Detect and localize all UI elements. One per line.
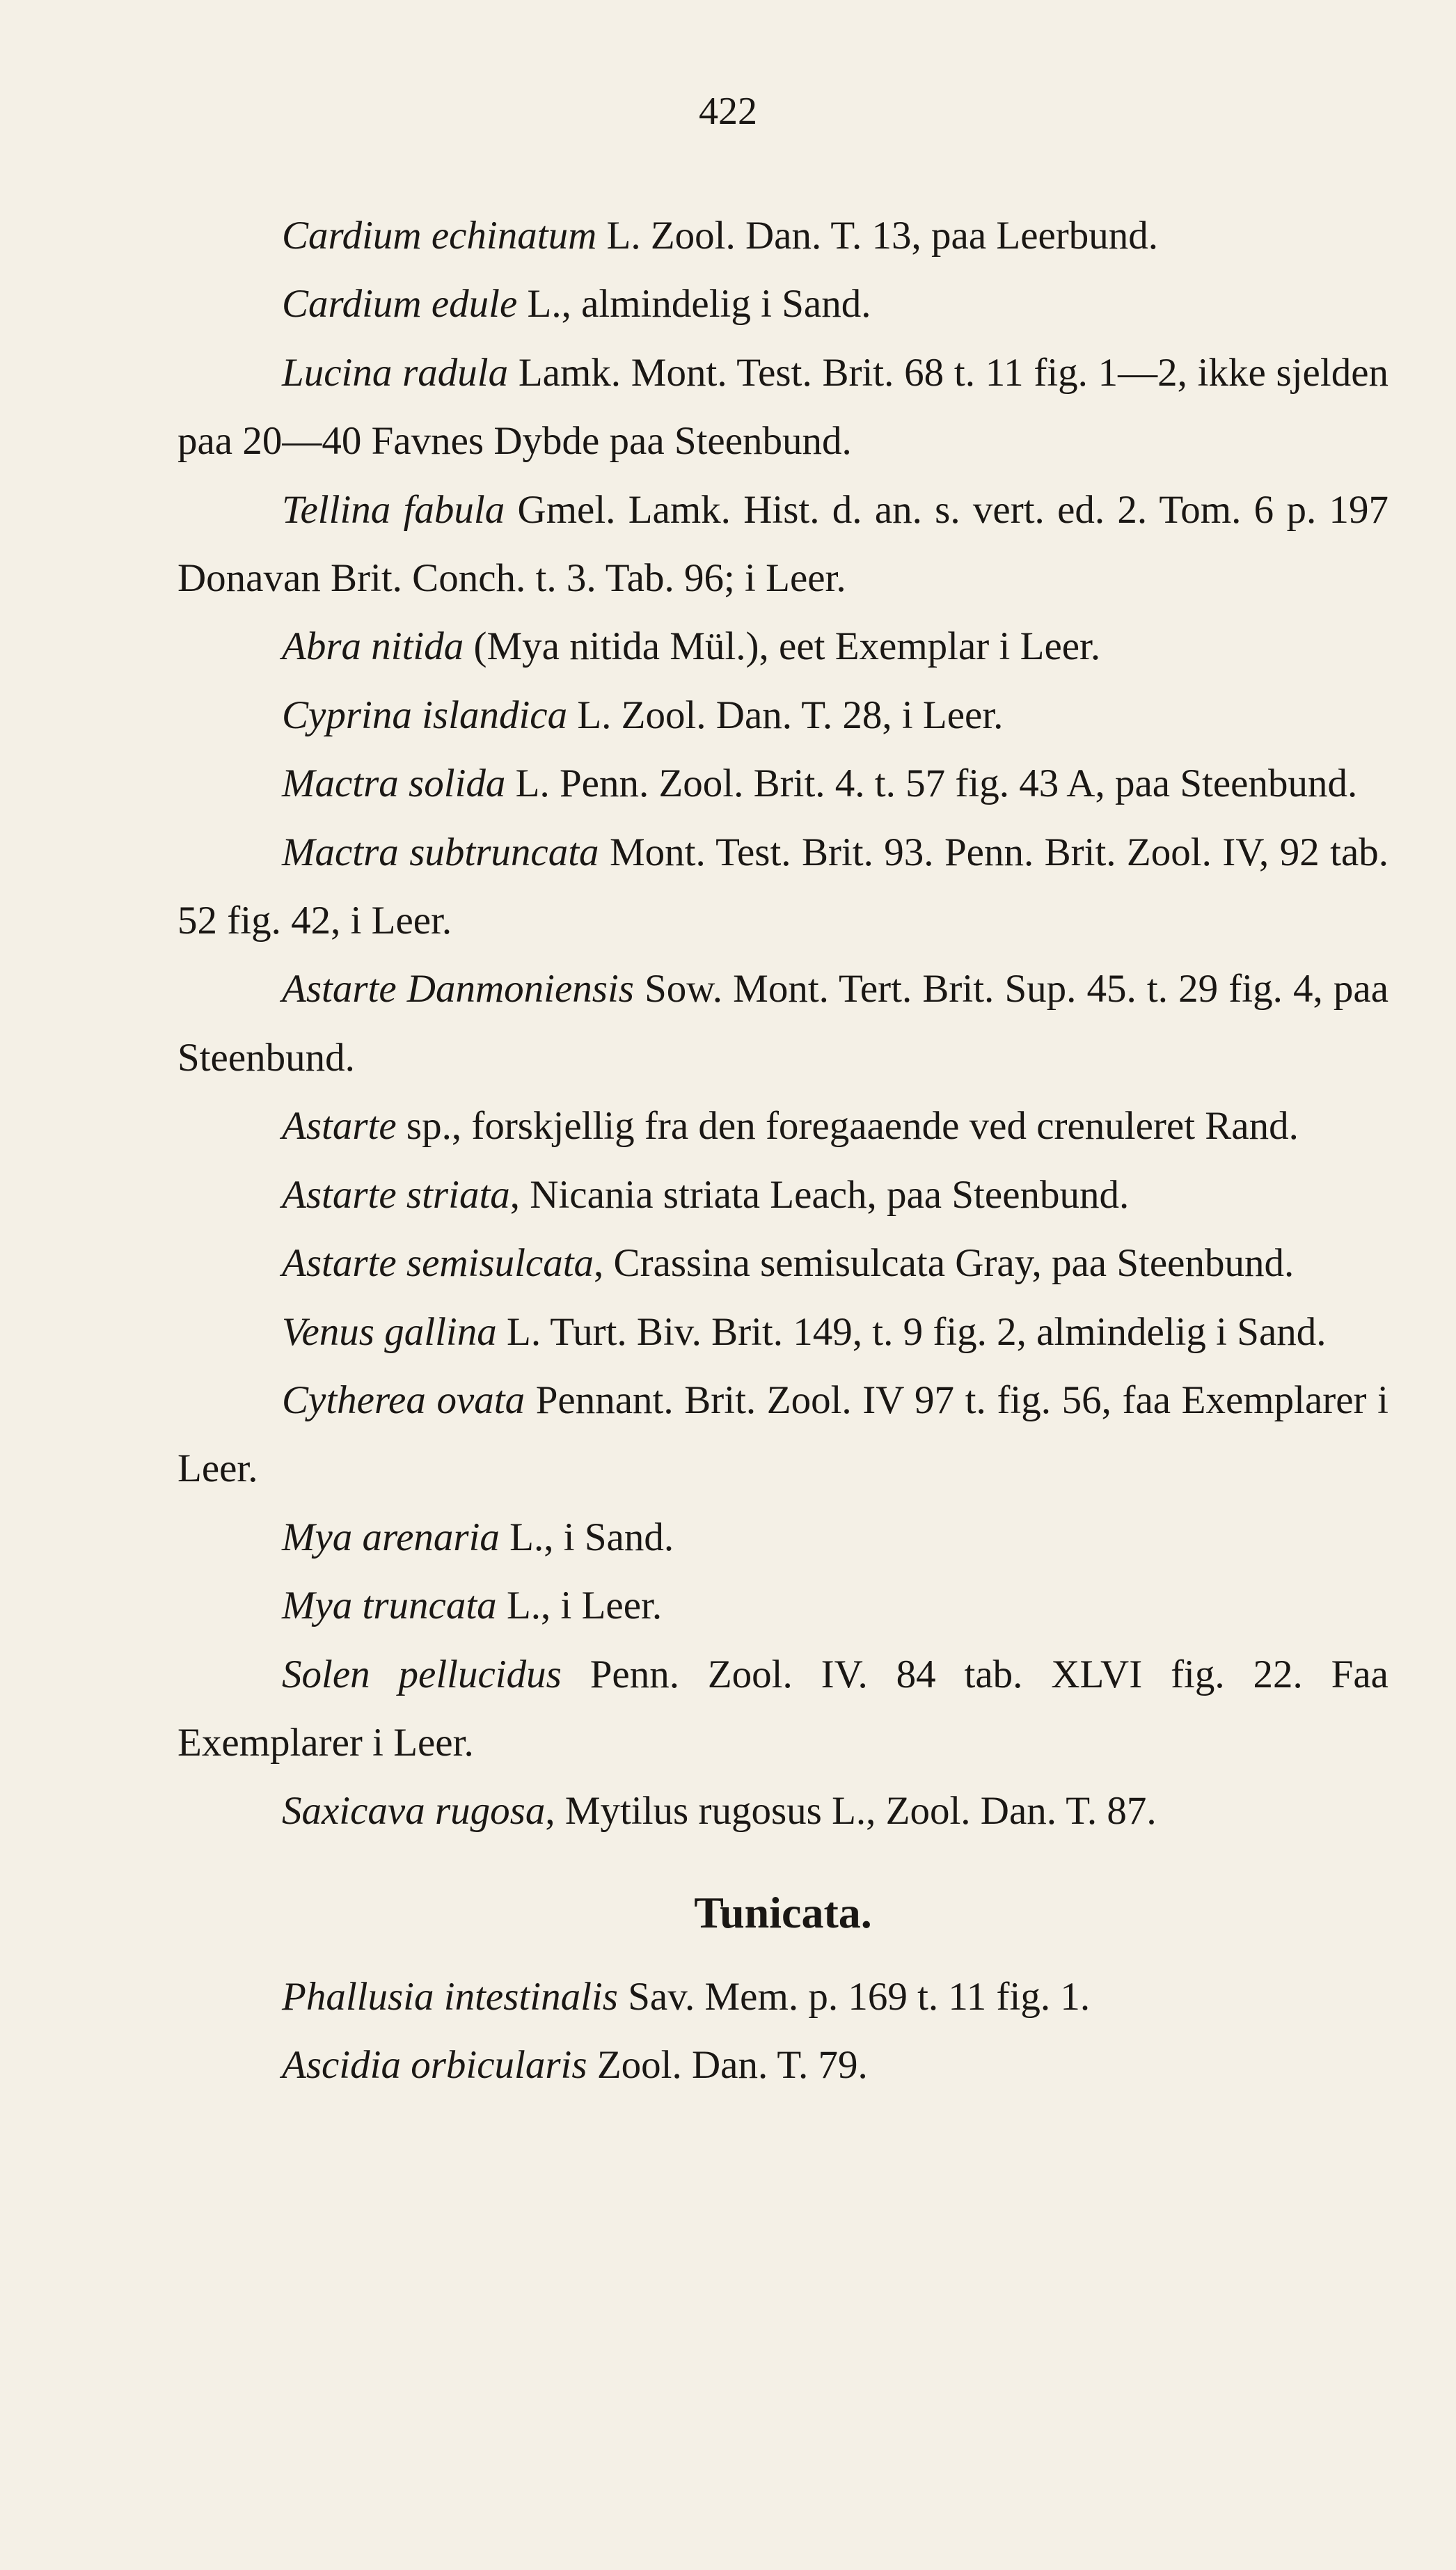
species-reference: L. Zool. Dan. T. 13, paa Leerbund. <box>596 214 1159 258</box>
species-entry <box>177 270 1388 338</box>
species-name: Cardium echinatum <box>282 214 597 258</box>
species-entry <box>177 476 1388 613</box>
species-entry <box>177 613 1388 681</box>
species-name: Ascidia orbicularis <box>282 2043 587 2088</box>
species-entry <box>177 1161 1388 1229</box>
species-name: Mya arenaria <box>282 1515 500 1559</box>
species-entry <box>177 2031 1388 2099</box>
species-entry <box>177 1092 1388 1160</box>
species-entry <box>177 339 1388 476</box>
species-name: Astarte Danmoniensis <box>282 967 634 1011</box>
species-reference: L., i Sand. <box>499 1515 674 1559</box>
species-name: Lucina radula <box>282 350 509 395</box>
species-entry <box>177 1298 1388 1366</box>
species-name: Venus gallina <box>282 1309 497 1354</box>
species-reference: L. Zool. Dan. T. 28, i Leer. <box>567 693 1004 737</box>
species-name: Mactra subtruncata <box>282 830 599 874</box>
species-reference: L., almindelig i Sand. <box>517 282 871 326</box>
species-reference: L. Turt. Biv. Brit. 149, t. 9 fig. 2, almindelig i Sand. <box>496 1309 1327 1354</box>
species-name: Astarte striata <box>282 1172 510 1217</box>
species-reference: L., i Leer. <box>496 1584 663 1628</box>
species-name: Cardium edule <box>282 282 518 326</box>
species-entry <box>177 819 1388 956</box>
species-reference: (Mya nitida Mül.), eet Exemplar i Leer. <box>464 624 1101 669</box>
species-reference: Lamk. Mont. Test. Brit. 68 t. 11 fig. 1—2, ikke sjelden paa 20—40 Favnes Dybde paa Steenbund. <box>177 350 1388 464</box>
species-entry <box>177 681 1388 750</box>
species-list-tunicata <box>177 1963 1388 2100</box>
species-reference: , Mytilus rugosus L., Zool. Dan. T. 87. <box>545 1789 1157 1834</box>
species-entry <box>177 1366 1388 1504</box>
species-entry <box>177 1504 1388 1572</box>
species-reference: Pennant. Brit. Zool. IV 97 t. fig. 56, faa Exemplarer i Leer. <box>177 1378 1388 1491</box>
species-reference: Gmel. Lamk. Hist. d. an. s. vert. ed. 2. Tom. 6 p. 197 Donavan Brit. Conch. t. 3. Tab. 96; i Leer. <box>177 487 1388 601</box>
species-reference: Sav. Mem. p. 169 t. 11 fig. 1. <box>617 1974 1091 2019</box>
species-entry <box>177 1229 1388 1298</box>
species-reference: L. Penn. Zool. Brit. 4. t. 57 fig. 43 A, paa Steenbund. <box>505 762 1358 806</box>
species-reference: Mont. Test. Brit. 93. Penn. Brit. Zool. IV, 92 tab. 52 fig. 42, i Leer. <box>177 830 1389 943</box>
species-entry <box>177 750 1388 818</box>
species-reference: , Nicania striata Leach, paa Steenbund. <box>509 1172 1130 1217</box>
species-entry <box>177 955 1388 1092</box>
species-name: Abra nitida <box>282 624 464 669</box>
species-name: Cytherea ovata <box>282 1378 525 1422</box>
species-list-bivalvia <box>177 202 1388 1846</box>
species-name: Phallusia intestinalis <box>282 1974 618 2019</box>
species-entry <box>177 202 1388 270</box>
species-name: Mya truncata <box>282 1584 497 1628</box>
species-entry <box>177 1963 1388 2031</box>
species-reference: sp., forskjellig fra den foregaaende ved crenuleret Rand. <box>396 1104 1299 1149</box>
species-entry <box>177 1572 1388 1640</box>
species-name: Astarte semisulcata <box>282 1241 594 1286</box>
species-entry <box>177 1641 1388 1778</box>
species-entry <box>177 1777 1388 1845</box>
species-name: Saxicava rugosa <box>282 1789 546 1834</box>
page-content <box>177 202 1388 2100</box>
species-name: Solen pellucidus <box>282 1652 562 1696</box>
species-reference: Zool. Dan. T. 79. <box>587 2043 868 2088</box>
species-name: Tellina fabula <box>282 487 505 532</box>
page-number: 422 <box>699 90 757 133</box>
species-reference: Sow. Mont. Tert. Brit. Sup. 45. t. 29 fig. 4, paa Steenbund. <box>177 967 1388 1080</box>
section-heading: Tunicata. <box>694 1887 872 1937</box>
species-reference: Penn. Zool. IV. 84 tab. XLVI fig. 22. Faa Exemplarer i Leer. <box>177 1652 1388 1765</box>
species-reference: , Crassina semisulcata Gray, paa Steenbund. <box>594 1241 1295 1286</box>
species-name: Mactra solida <box>282 762 506 806</box>
species-name: Cyprina islandica <box>282 693 568 737</box>
species-name: Astarte <box>282 1104 397 1149</box>
